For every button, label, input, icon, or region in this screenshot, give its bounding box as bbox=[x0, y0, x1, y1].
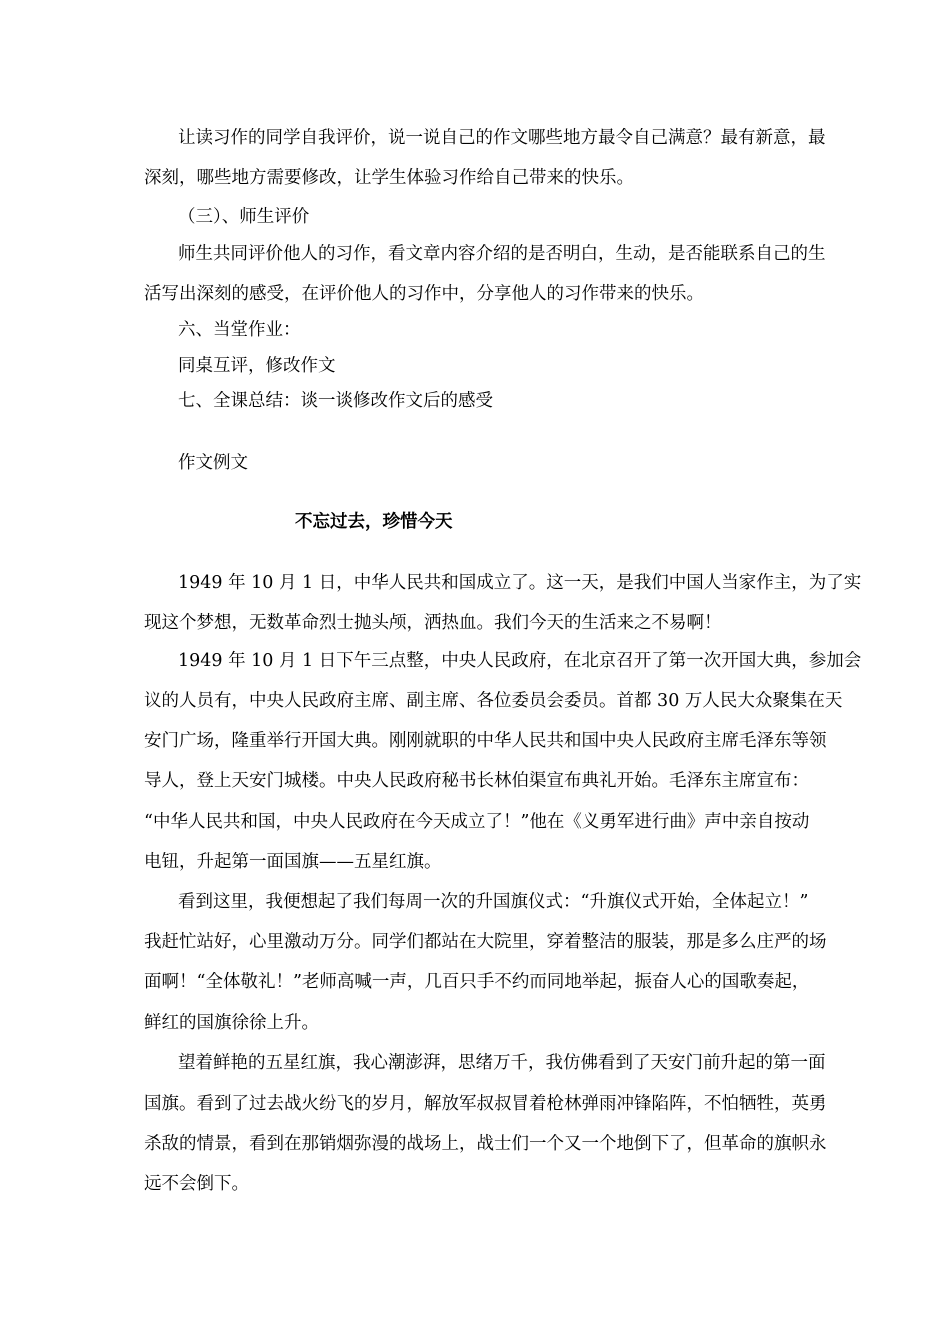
essay-para-3-line-1: 看到这里，我便想起了我们每周一次的升国旗仪式：“升旗仪式开始，全体起立！” bbox=[178, 892, 809, 912]
essay-para-3-line-2: 我赶忙站好，心里激动万分。同学们都站在大院里，穿着整洁的服装，那是多么庄严的场 bbox=[144, 932, 827, 952]
essay-para-2-line-6: 电钮，升起第一面国旗——五星红旗。 bbox=[144, 852, 442, 872]
essay-para-1-line-2: 现这个梦想，无数革命烈士抛头颅，洒热血。我们今天的生活来之不易啊！ bbox=[144, 613, 722, 633]
essay-para-4-line-2: 国旗。看到了过去战火纷飞的岁月，解放军叔叔冒着枪林弹雨冲锋陷阵，不怕牺牲，英勇 bbox=[144, 1094, 827, 1114]
essay-para-3-line-3: 面啊！“全体敬礼！”老师高喊一声，几百只手不约而同地举起，振奋人心的国歌奏起， bbox=[144, 972, 810, 992]
paragraph-self-eval-line-1: 让读习作的同学自我评价，说一说自己的作文哪些地方最令自己满意？最有新意，最 bbox=[178, 128, 826, 148]
essay-label: 作文例文 bbox=[178, 453, 248, 473]
essay-title: 不忘过去，珍惜今天 bbox=[295, 512, 453, 532]
paragraph-self-eval-line-2: 深刻，哪些地方需要修改，让学生体验习作给自己带来的快乐。 bbox=[144, 168, 634, 188]
essay-para-2-line-3: 安门广场，隆重举行开国大典。刚刚就职的中华人民共和国中央人民政府主席毛泽东等领 bbox=[144, 731, 827, 751]
essay-para-4-line-4: 远不会倒下。 bbox=[144, 1174, 249, 1194]
essay-para-4-line-3: 杀敌的情景，看到在那销烟弥漫的战场上，战士们一个又一个地倒下了，但革命的旗帜永 bbox=[144, 1134, 827, 1154]
essay-para-3-line-4: 鲜红的国旗徐徐上升。 bbox=[144, 1013, 319, 1033]
essay-para-2-line-2: 议的人员有，中央人民政府主席、副主席、各位委员会委员。首都 30 万人民大众聚集在天 bbox=[144, 691, 843, 711]
essay-para-2-line-4: 导人，登上天安门城楼。中央人民政府秘书长林伯渠宣布典礼开始。毛泽东主席宣布： bbox=[144, 771, 809, 791]
essay-para-1-line-1: 1949 年 10 月 1 日，中华人民共和国成立了。这一天，是我们中国人当家作主，为了实 bbox=[178, 573, 862, 593]
paragraph-teacher-eval-line-1: 师生共同评价他人的习作，看文章内容介绍的是否明白，生动，是否能联系自己的生 bbox=[178, 244, 826, 264]
lesson-summary: 七、全课总结：谈一谈修改作文后的感受 bbox=[178, 391, 493, 411]
essay-para-2-line-1: 1949 年 10 月 1 日下午三点整，中央人民政府，在北京召开了第一次开国大典，参加会 bbox=[178, 651, 862, 671]
homework-text: 同桌互评，修改作文 bbox=[178, 356, 336, 376]
essay-para-4-line-1: 望着鲜艳的五星红旗，我心潮澎湃，思绪万千，我仿佛看到了天安门前升起的第一面 bbox=[178, 1053, 826, 1073]
paragraph-teacher-eval-line-2: 活写出深刻的感受，在评价他人的习作中，分享他人的习作带来的快乐。 bbox=[144, 284, 704, 304]
essay-para-2-line-5: “中华人民共和国，中央人民政府在今天成立了！”他在《义勇军进行曲》声中亲自按动 bbox=[144, 812, 810, 832]
heading-homework: 六、当堂作业： bbox=[178, 320, 301, 340]
heading-teacher-student-eval: （三）、师生评价 bbox=[178, 207, 310, 227]
